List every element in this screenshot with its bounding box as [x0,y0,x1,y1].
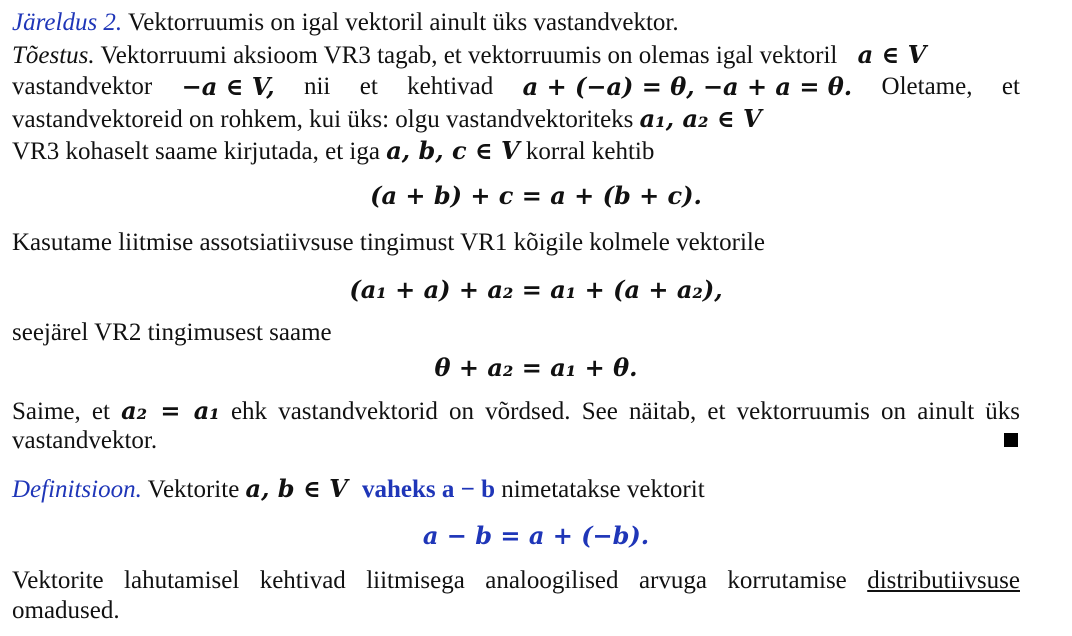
corollary-text: Vektorruumis on igal vektoril ainult üks vastandvektor. [122,9,679,36]
proof-l2-e: Oletame, [881,73,973,100]
proof-line-5: Kasutame liitmise assotsiatiivsuse tingimust VR1 kõigile kolmele vektorile [12,229,765,256]
equation-vr2: θ + a₂ = a₁ + θ. [434,353,638,382]
definition-line [12,474,705,505]
proof-line-4 [12,136,654,167]
proof-line-3 [12,104,762,135]
proof-l2-f: et [1001,73,1020,100]
definition-text-a: Vektorite [141,476,246,503]
proof-text-3: vastandvektoreid on rohkem, kui üks: olgu vastandvektoriteks [12,106,634,133]
proof-l2-a: vastandvektor [12,73,153,100]
qed-square-icon [1004,433,1018,447]
proof-text-1: Vektorruumi aksioom VR3 tagab, et vektorruumis on olemas igal vektoril [94,42,838,69]
proof-l2-b: nii [303,73,331,100]
definition-equation: a − b = a + (−b). [422,521,650,550]
proof-math-7: a₂ = a₁ [121,396,220,425]
proof-text-4b: korral kehtib [519,138,655,165]
equation-associativity: (a + b) + c = a + (b + c). [370,181,702,210]
corollary-label: Järeldus 2. [12,9,123,36]
definition-label: Definitsioon. [12,476,142,503]
proof-line-2 [12,72,1020,102]
definition-line-2 [12,566,1020,596]
proof-math-3: a₁, a₂ ∈ V [639,104,762,133]
definition-text-b: nimetatakse vektorit [494,476,705,503]
proof-math-4: a, b, c ∈ V [386,136,520,165]
definition-term: vaheks a − b [361,476,495,503]
definition-line-3: omadused. [12,597,120,624]
proof-text-7b: ehk vastandvektorid on võrdsed. See näitab, et vektorruumis on ainult üks [219,398,1021,425]
proof-text-4a: VR3 kohaselt saame kirjutada, et iga [12,138,387,165]
equation-vr1: (a₁ + a) + a₂ = a₁ + (a + a₂), [349,275,723,304]
proof-line-7 [12,396,1020,427]
proof-line-1 [12,40,926,71]
definition-l2-text: Vektorite lahutamisel kehtivad liitmisega analoogilised arvuga korrutamise [12,567,868,594]
proof-l2-math-2: a + (−a) = θ, −a + a = θ. [522,72,853,101]
proof-l2-d: kehtivad [407,73,494,100]
proof-l2-c: et [359,73,378,100]
proof-math-1: a ∈ V [857,40,927,69]
proof-l2-math-1: −a ∈ V, [181,72,275,101]
distributivity-link[interactable]: distributiivsuse [867,567,1020,594]
proof-line-6: seejärel VR2 tingimusest saame [12,319,332,346]
proof-line-8: vastandvektor. [12,427,158,454]
proof-text-7a: Saime, et [12,398,122,425]
definition-math: a, b ∈ V [245,474,348,503]
corollary-line [12,8,679,38]
proof-label: Tõestus. [12,42,95,69]
